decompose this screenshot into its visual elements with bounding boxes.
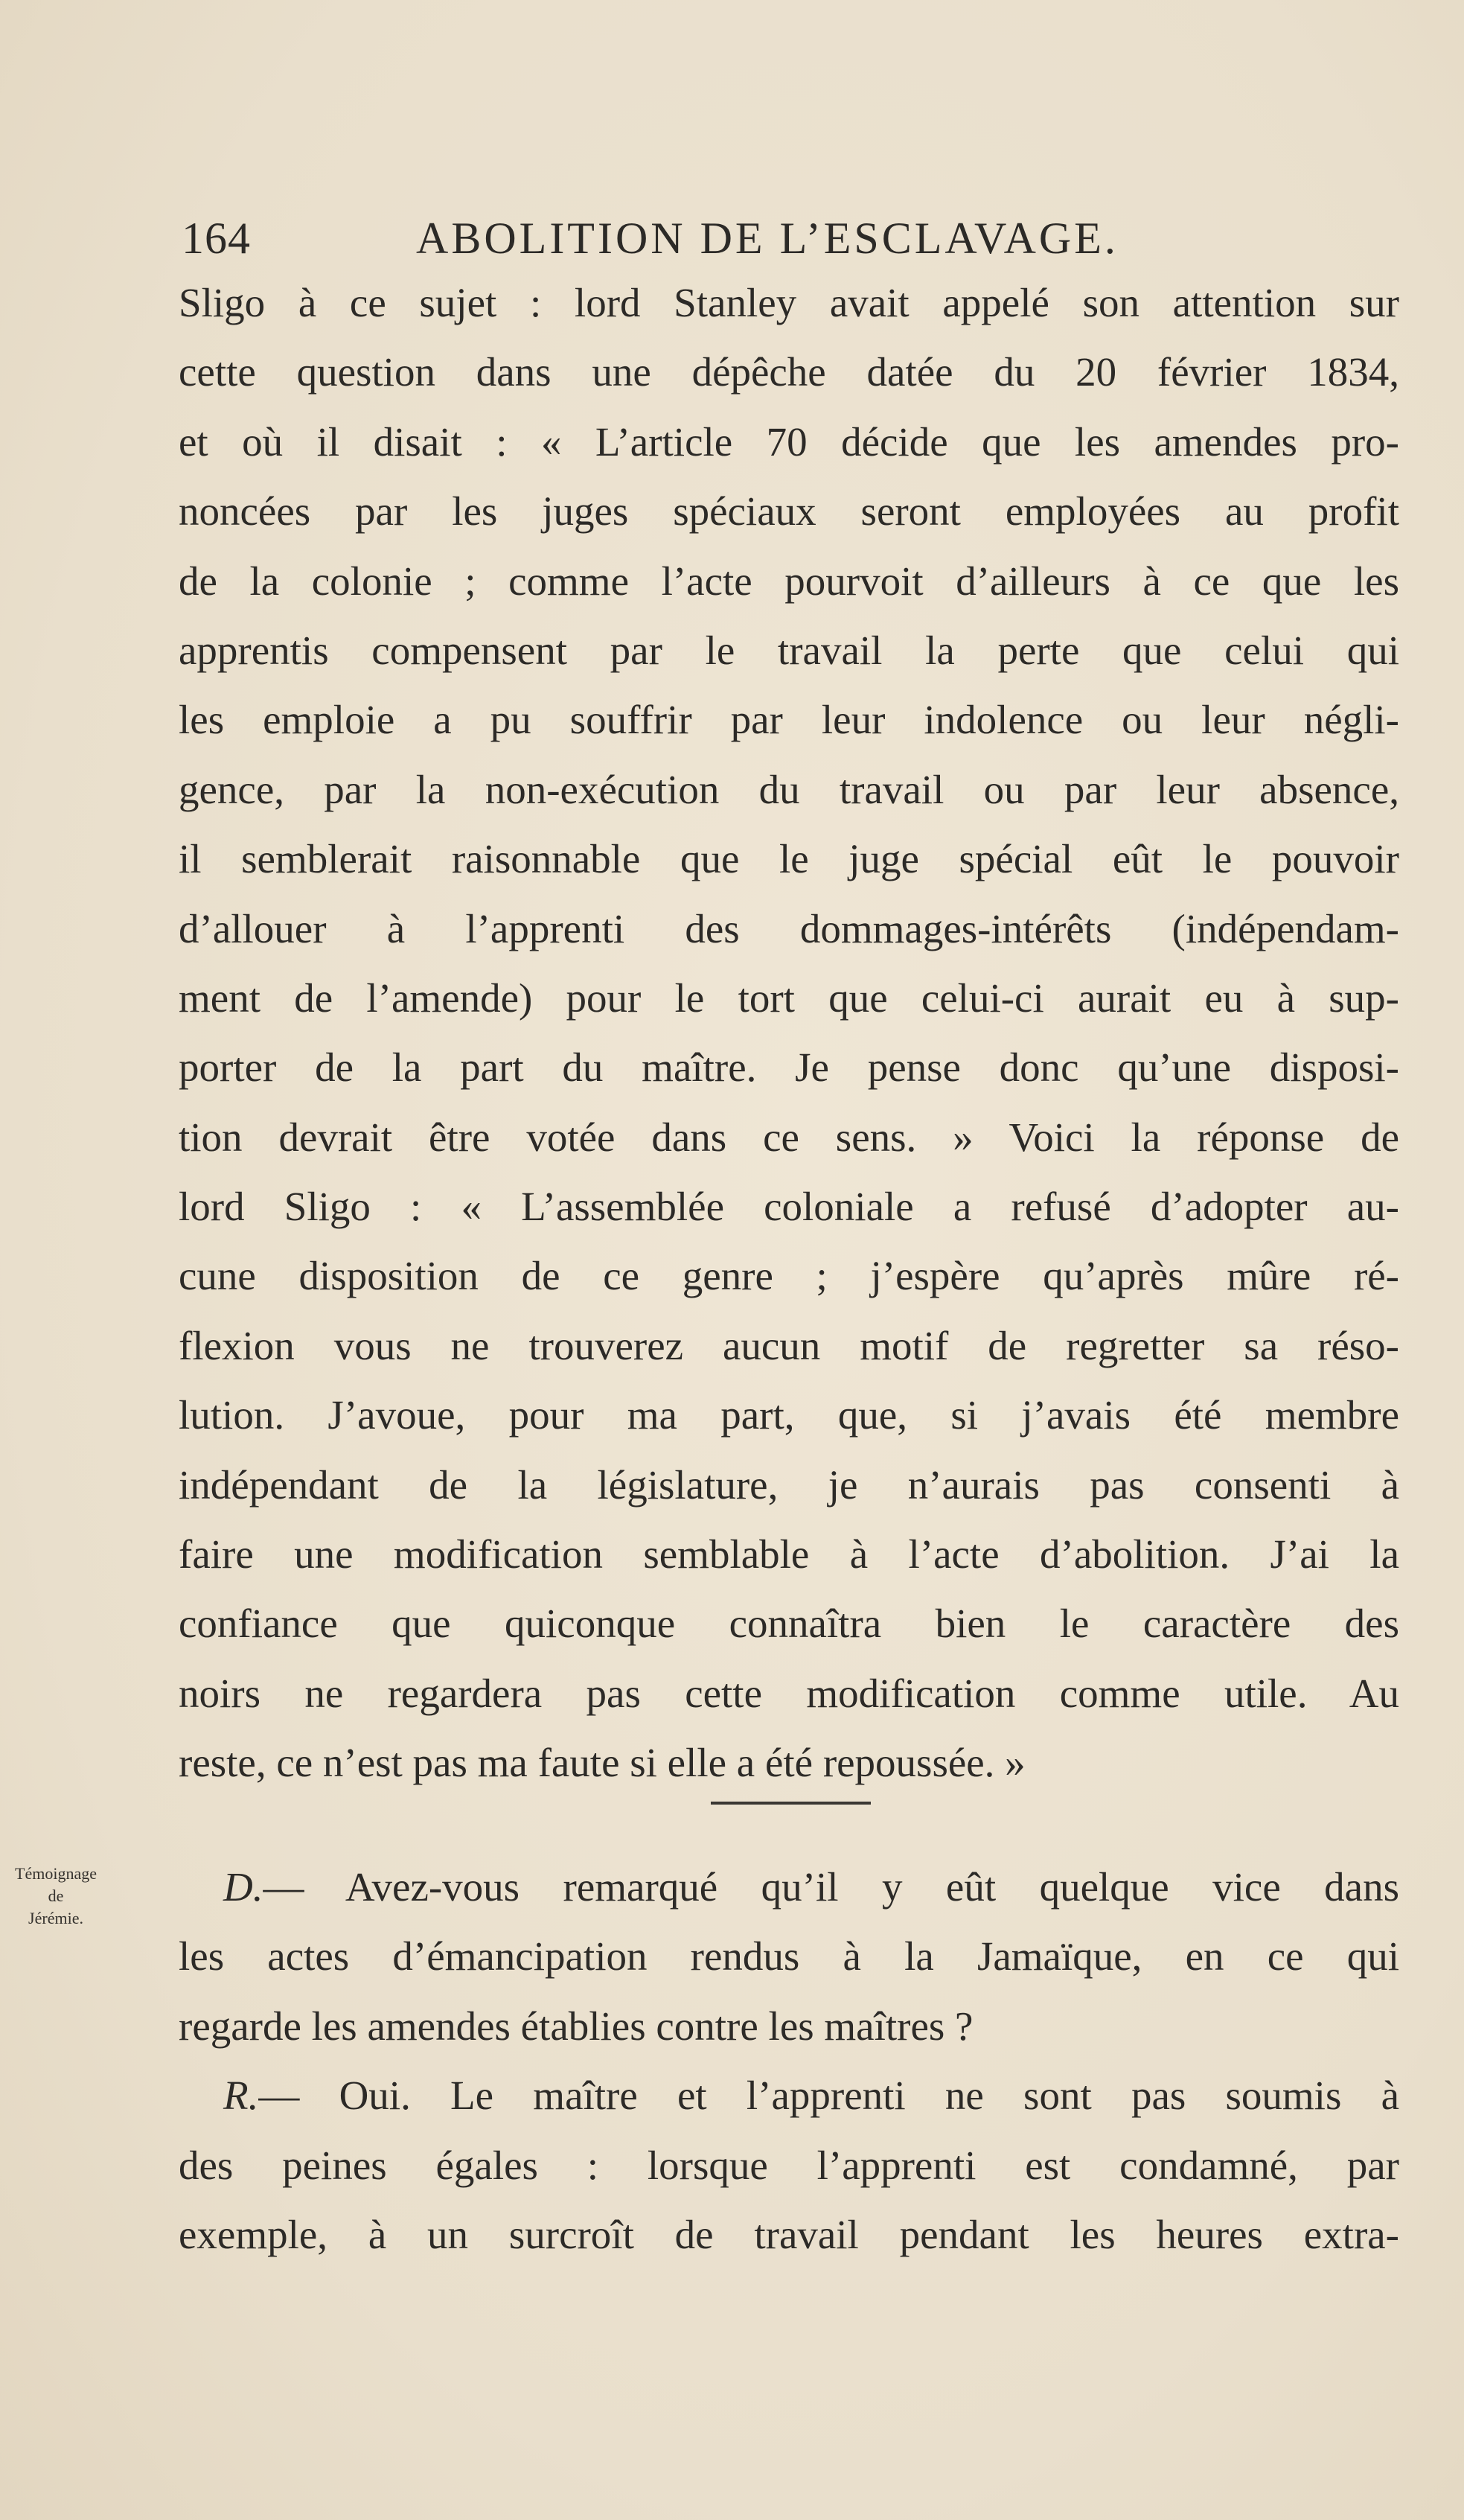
text-line: porter de la part du maître. Je pense donc qu’une disposi- xyxy=(179,1044,1399,1091)
text-line: faire une modification semblable à l’acte d’abolition. J’ai la xyxy=(179,1531,1399,1578)
text-line: il semblerait raisonnable que le juge spécial eût le pouvoir xyxy=(179,836,1399,882)
text-line: lution. J’avoue, pour ma part, que, si j’avais été membre xyxy=(179,1392,1399,1438)
text-line: regarde les amendes établies contre les maîtres ? xyxy=(179,2003,974,2049)
text-line: de la colonie ; comme l’acte pourvoit d’ailleurs à ce que les xyxy=(179,558,1399,604)
answer-speaker: R. xyxy=(223,2073,259,2119)
text-line: noncées par les juges spéciaux seront employées au profit xyxy=(179,488,1399,535)
text-line: gence, par la non-exécution du travail ou par leur absence, xyxy=(179,766,1399,812)
question-text: — Avez-vous remarqué qu’il y eût quelque vice dans xyxy=(263,1864,1399,1910)
text-line: indépendant de la législature, je n’aurais pas consenti à xyxy=(179,1461,1399,1508)
page-number: 164 xyxy=(182,214,251,263)
text-line: noirs ne regardera pas cette modification comme utile. Au xyxy=(179,1670,1399,1716)
text-line: cette question dans une dépêche datée du 20 février 1834, xyxy=(179,349,1399,395)
margin-note xyxy=(0,1863,112,1930)
text-line: ment de l’amende) pour le tort que celui-ci aurait eu à sup- xyxy=(179,974,1399,1021)
text-line: les actes d’émancipation rendus à la Jamaïque, en ce qui xyxy=(179,1933,1399,1980)
paragraph-testimony xyxy=(179,1852,1399,2269)
text-line: apprentis compensent par le travail la perte que celui qui xyxy=(179,627,1399,673)
text-line: exemple, à un surcroît de travail pendant les heures extra- xyxy=(179,2211,1399,2257)
question-speaker: D. xyxy=(223,1864,263,1910)
text-line: Sligo à ce sujet : lord Stanley avait appelé son attention sur xyxy=(179,280,1399,325)
paragraph-lord-sligo xyxy=(179,268,1399,1798)
running-title: ABOLITION DE L’ESCLAVAGE. xyxy=(416,214,1119,263)
text-line: confiance que quiconque connaîtra bien le caractère des xyxy=(179,1601,1399,1647)
running-header xyxy=(182,213,1164,272)
text-line: cune disposition de ce genre ; j’espère qu’après mûre ré- xyxy=(179,1253,1399,1299)
text-line: d’allouer à l’apprenti des dommages-intérêts (indépendam- xyxy=(179,905,1399,951)
text-line: reste, ce n’est pas ma faute si elle a été repoussée. » xyxy=(179,1740,1026,1786)
answer-text: — Oui. Le maître et l’apprenti ne sont pas soumis à xyxy=(258,2073,1399,2119)
text-line: des peines égales : lorsque l’apprenti est condamné, par xyxy=(179,2142,1399,2188)
margin-note-line: Jérémie. xyxy=(28,1909,83,1927)
question-line xyxy=(179,1852,1399,1921)
margin-note-line: de xyxy=(48,1886,64,1905)
margin-note-line: Témoignage xyxy=(15,1864,97,1883)
section-divider xyxy=(711,1802,871,1805)
text-line: flexion vous ne trouverez aucun motif de regretter sa réso- xyxy=(179,1322,1399,1368)
text-line: lord Sligo : « L’assemblée coloniale a refusé d’adopter au- xyxy=(179,1184,1399,1230)
text-line: tion devrait être votée dans ce sens. » Voici la réponse de xyxy=(179,1114,1399,1160)
text-line: et où il disait : « L’article 70 décide que les amendes pro- xyxy=(179,418,1399,465)
answer-line xyxy=(179,2061,1399,2130)
text-line: les emploie a pu souffrir par leur indolence ou leur négli- xyxy=(179,697,1399,743)
